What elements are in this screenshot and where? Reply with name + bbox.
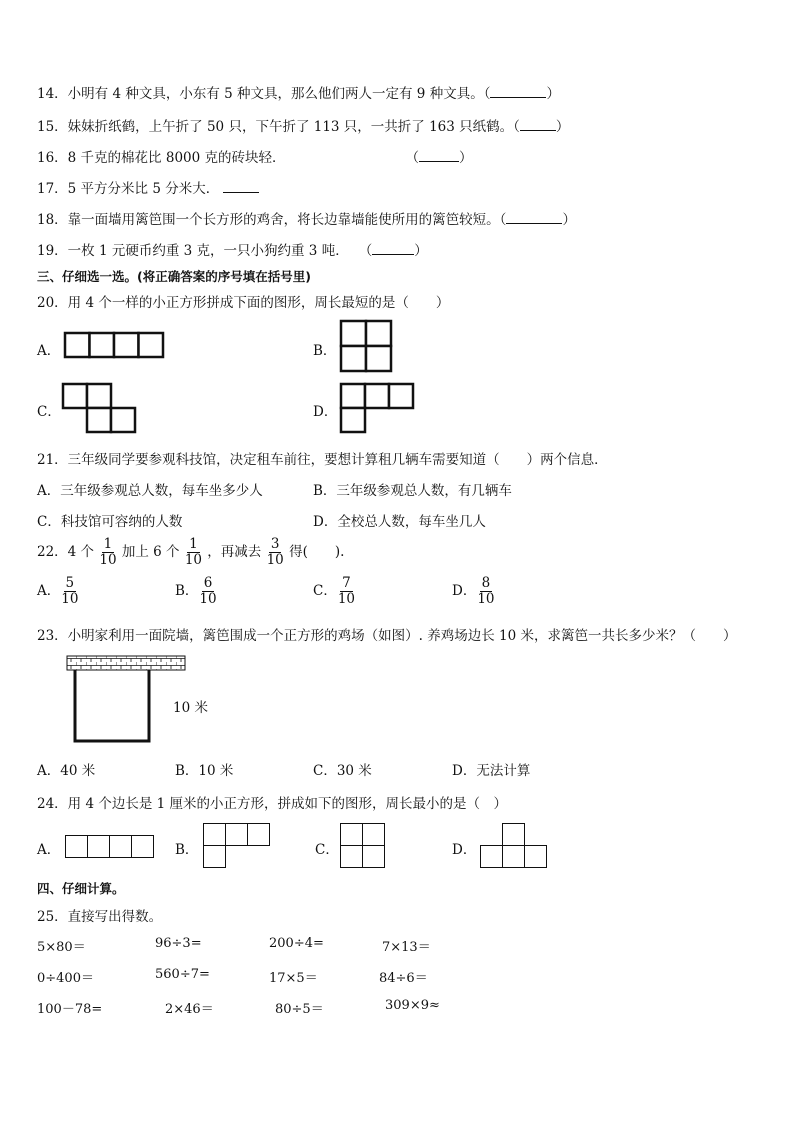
question-15: 15．妹妹折纸鹤，上午折了 50 只，下午折了 113 只，一共折了 163 只纸鹤。（ ） xyxy=(37,119,570,135)
section-3-heading: 三、仔细选一选。(将正确答案的序号填在括号里) xyxy=(37,269,311,284)
question-14-text: 14．小明有 4 种文具，小东有 5 种文具，那么他们两人一定有 9 种文具。（ xyxy=(37,86,491,102)
q24-figure-c xyxy=(340,823,385,868)
wall xyxy=(67,656,185,670)
question-22: 22．4 个 $\frac{1}{10}$ 加上 6 个 $\frac{1}{10}$ ，再减去 $\frac{3}{10}$ 得( ). xyxy=(37,536,345,568)
question-19-text: 19．一枚 1 元硬币约重 3 克，一只小狗约重 3 吨． xyxy=(37,243,349,259)
q23-option-a[interactable]: A．40 米 xyxy=(37,763,96,779)
fraction: $\frac{7}{10}$ xyxy=(337,575,356,607)
answer-blank[interactable] xyxy=(419,149,459,162)
fraction: $\frac{3}{10}$ xyxy=(266,536,284,568)
q21-option-d[interactable]: D．全校总人数，每车坐几人 xyxy=(313,514,486,530)
q20-figure-c xyxy=(62,383,136,433)
question-25: 25．直接写出得数。 xyxy=(37,909,163,925)
q20-figure-a xyxy=(64,332,164,358)
question-23: 23．小明家利用一面院墙，篱笆围成一个正方形的鸡场（如图）. 养鸡场边长 10 米，求篱笆一共长多少米？（ ） xyxy=(37,628,737,644)
calc-item[interactable]: 200÷4= xyxy=(269,936,324,951)
q24-option-a[interactable]: A． xyxy=(37,842,61,858)
calc-item[interactable]: 5×80＝ xyxy=(37,940,86,955)
q20-figure-d xyxy=(340,383,414,433)
calc-item[interactable]: 2×46＝ xyxy=(165,1002,214,1017)
calc-item[interactable]: 7×13＝ xyxy=(382,940,431,955)
question-20: 20．用 4 个一样的小正方形拼成下面的图形，周长最短的是（ ） xyxy=(37,295,450,311)
answer-blank[interactable] xyxy=(490,85,546,98)
calc-item[interactable]: 96÷3= xyxy=(155,936,202,951)
fraction: $\frac{6}{10}$ xyxy=(199,575,217,607)
fraction: $\frac{1}{10}$ xyxy=(184,536,202,568)
calc-item[interactable]: 309×9≈ xyxy=(385,998,440,1013)
answer-blank[interactable] xyxy=(506,211,562,224)
fraction: $\frac{5}{10}$ xyxy=(61,575,79,607)
question-21: 21．三年级同学要参观科技馆，决定租车前往，要想计算租几辆车需要知道（ ）两个信息． xyxy=(37,452,608,468)
fence xyxy=(75,670,149,741)
calc-item[interactable]: 100－78= xyxy=(37,1002,103,1017)
q22-option-a[interactable]: A． $\frac{5}{10}$ xyxy=(37,575,79,607)
question-16-text: 16．8 千克的棉花比 8000 克的砖块轻． xyxy=(37,150,286,166)
q24-figure-b xyxy=(203,823,270,868)
q20-option-c[interactable]: C． xyxy=(37,404,61,420)
q20-option-a[interactable]: A． xyxy=(37,343,61,359)
question-14: 14．小明有 4 种文具，小东有 5 种文具，那么他们两人一定有 9 种文具。（ ） xyxy=(37,86,560,102)
q22-option-c[interactable]: C． $\frac{7}{10}$ xyxy=(313,575,356,607)
q21-option-a[interactable]: A．三年级参观总人数，每车坐多少人 xyxy=(37,483,263,499)
answer-blank[interactable] xyxy=(372,242,414,255)
q22-option-d[interactable]: D． $\frac{8}{10}$ xyxy=(452,575,495,607)
q22-option-b[interactable]: B． $\frac{6}{10}$ xyxy=(175,575,217,607)
calc-item[interactable]: 560÷7= xyxy=(155,967,210,982)
answer-blank[interactable] xyxy=(520,118,556,131)
question-18: 18．靠一面墙用篱笆围一个长方形的鸡舍，将长边靠墙能使所用的篱笆较短。（ ） xyxy=(37,212,576,228)
q21-option-b[interactable]: B．三年级参观总人数，有几辆车 xyxy=(313,483,512,499)
calc-item[interactable]: 80÷5＝ xyxy=(275,1002,324,1017)
q23-option-d[interactable]: D．无法计算 xyxy=(452,763,531,779)
fraction: $\frac{1}{10}$ xyxy=(99,536,117,568)
q23-option-c[interactable]: C．30 米 xyxy=(313,763,372,779)
calc-item[interactable]: 0÷400＝ xyxy=(37,971,94,986)
question-17-text: 17．5 平方分米比 5 分米大． xyxy=(37,181,220,197)
question-17 xyxy=(37,177,259,197)
q23-option-b[interactable]: B．10 米 xyxy=(175,763,234,779)
q20-figure-b xyxy=(340,320,392,372)
q24-figure-a xyxy=(65,835,154,858)
calc-item[interactable]: 84÷6＝ xyxy=(379,971,428,986)
q20-option-b[interactable]: B． xyxy=(313,343,337,359)
question-15-text: 15．妹妹折纸鹤，上午折了 50 只，下午折了 113 只，一共折了 163 只纸鹤。（ xyxy=(37,119,520,135)
q24-option-b[interactable]: B． xyxy=(175,842,199,858)
chicken-yard-diagram xyxy=(66,655,188,745)
answer-blank[interactable] xyxy=(223,180,259,193)
fraction: $\frac{8}{10}$ xyxy=(477,575,495,607)
side-length-label: 10 米 xyxy=(173,700,208,716)
q24-figure-d xyxy=(480,823,547,868)
question-18-text: 18．靠一面墙用篱笆围一个长方形的鸡舍，将长边靠墙能使所用的篱笆较短。（ xyxy=(37,212,507,228)
q24-option-d[interactable]: D． xyxy=(452,842,477,858)
question-24: 24．用 4 个边长是 1 厘米的小正方形，拼成如下的图形，周长最小的是（ ） xyxy=(37,796,508,812)
q24-option-c[interactable]: C． xyxy=(315,842,339,858)
question-19: 19．一枚 1 元硬币约重 3 克，一只小狗约重 3 吨． （ ） xyxy=(37,243,428,259)
question-16: 16．8 千克的棉花比 8000 克的砖块轻． （ ） xyxy=(37,150,473,166)
calc-item[interactable]: 17×5＝ xyxy=(269,971,318,986)
section-4-heading: 四、仔细计算。 xyxy=(37,881,125,896)
q20-option-d[interactable]: D． xyxy=(313,404,338,420)
q21-option-c[interactable]: C．科技馆可容纳的人数 xyxy=(37,514,183,530)
